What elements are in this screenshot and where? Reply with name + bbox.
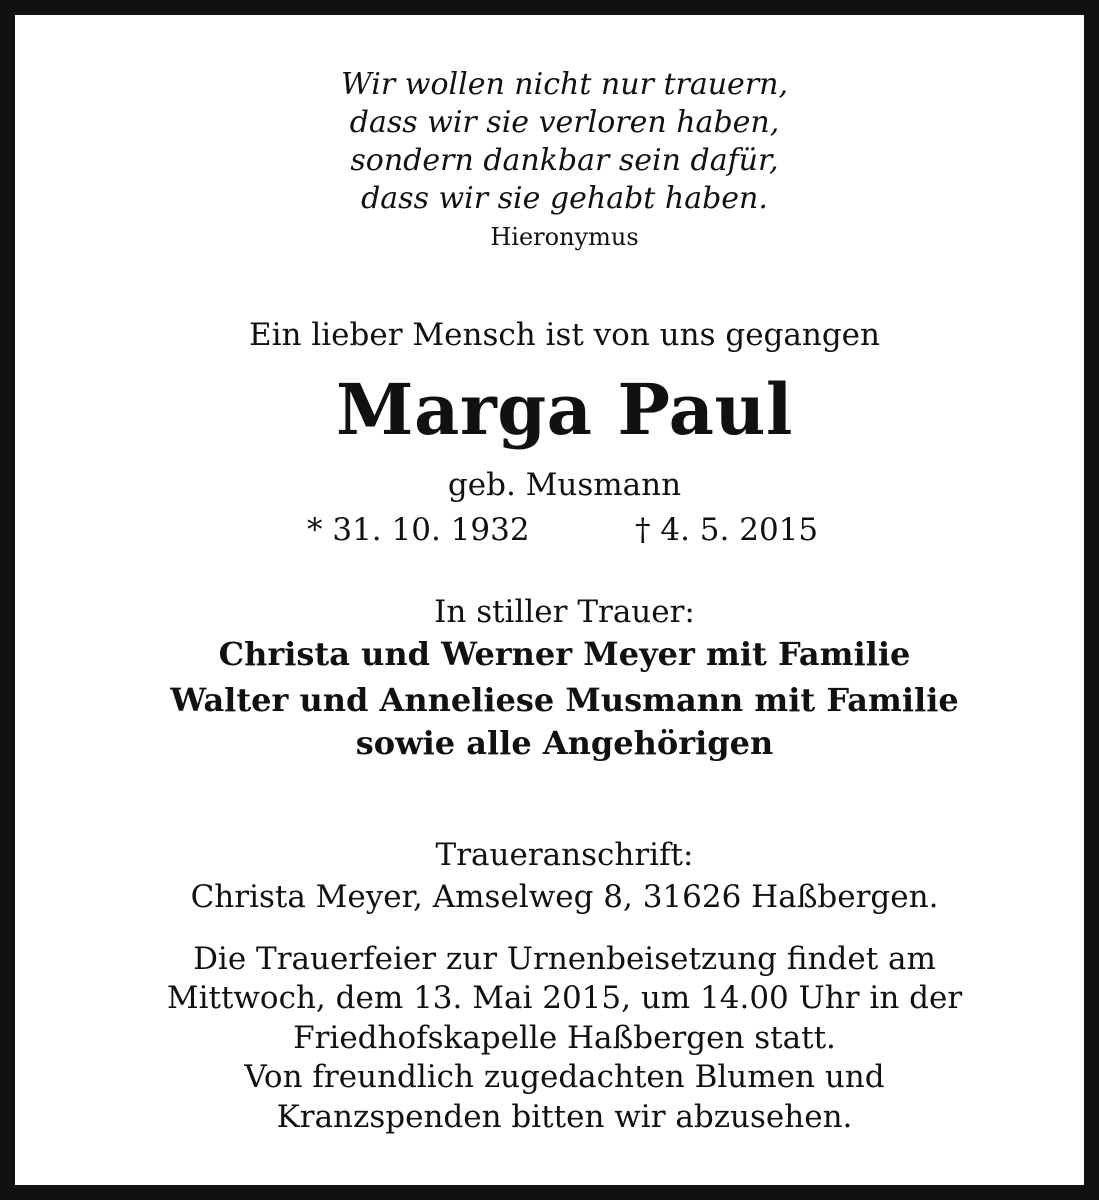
address-heading: Traueranschrift: xyxy=(435,837,694,873)
quote-author: Hieronymus xyxy=(490,223,639,251)
ceremony-line-2: Mittwoch, dem 13. Mai 2015, um 14.00 Uhr in der xyxy=(166,980,963,1016)
deceased-name: Marga Paul xyxy=(336,368,793,451)
ceremony-line-3: Friedhofskapelle Haßbergen statt. xyxy=(293,1020,836,1056)
birth-date: * 31. 10. 1932 xyxy=(307,512,530,548)
mourner-line-2: Walter und Anneliese Musmann mit Familie xyxy=(170,681,959,719)
quote-line-1: Wir wollen nicht nur trauern, xyxy=(340,67,789,102)
quote-line-4: dass wir sie gehabt haben. xyxy=(361,181,768,216)
quote-line-2: dass wir sie verloren haben, xyxy=(349,105,780,140)
ceremony-line-1: Die Trauerfeier zur Urnenbeisetzung findet am xyxy=(193,941,936,977)
mourners-heading: In stiller Trauer: xyxy=(434,594,695,630)
intro-text: Ein lieber Mensch ist von uns gegangen xyxy=(248,317,880,353)
ceremony-line-4: Von freundlich zugedachten Blumen und xyxy=(244,1059,885,1095)
ceremony-line-5: Kranzspenden bitten wir abzusehen. xyxy=(276,1099,853,1135)
mourner-line-3: sowie alle Angehörigen xyxy=(355,724,774,762)
birth-name: geb. Musmann xyxy=(447,467,682,503)
quote-line-3: sondern dankbar sein dafür, xyxy=(350,143,779,178)
death-date: † 4. 5. 2015 xyxy=(635,512,819,548)
address-line: Christa Meyer, Amselweg 8, 31626 Haßbergen. xyxy=(190,879,939,915)
mourner-line-1: Christa und Werner Meyer mit Familie xyxy=(218,635,911,673)
